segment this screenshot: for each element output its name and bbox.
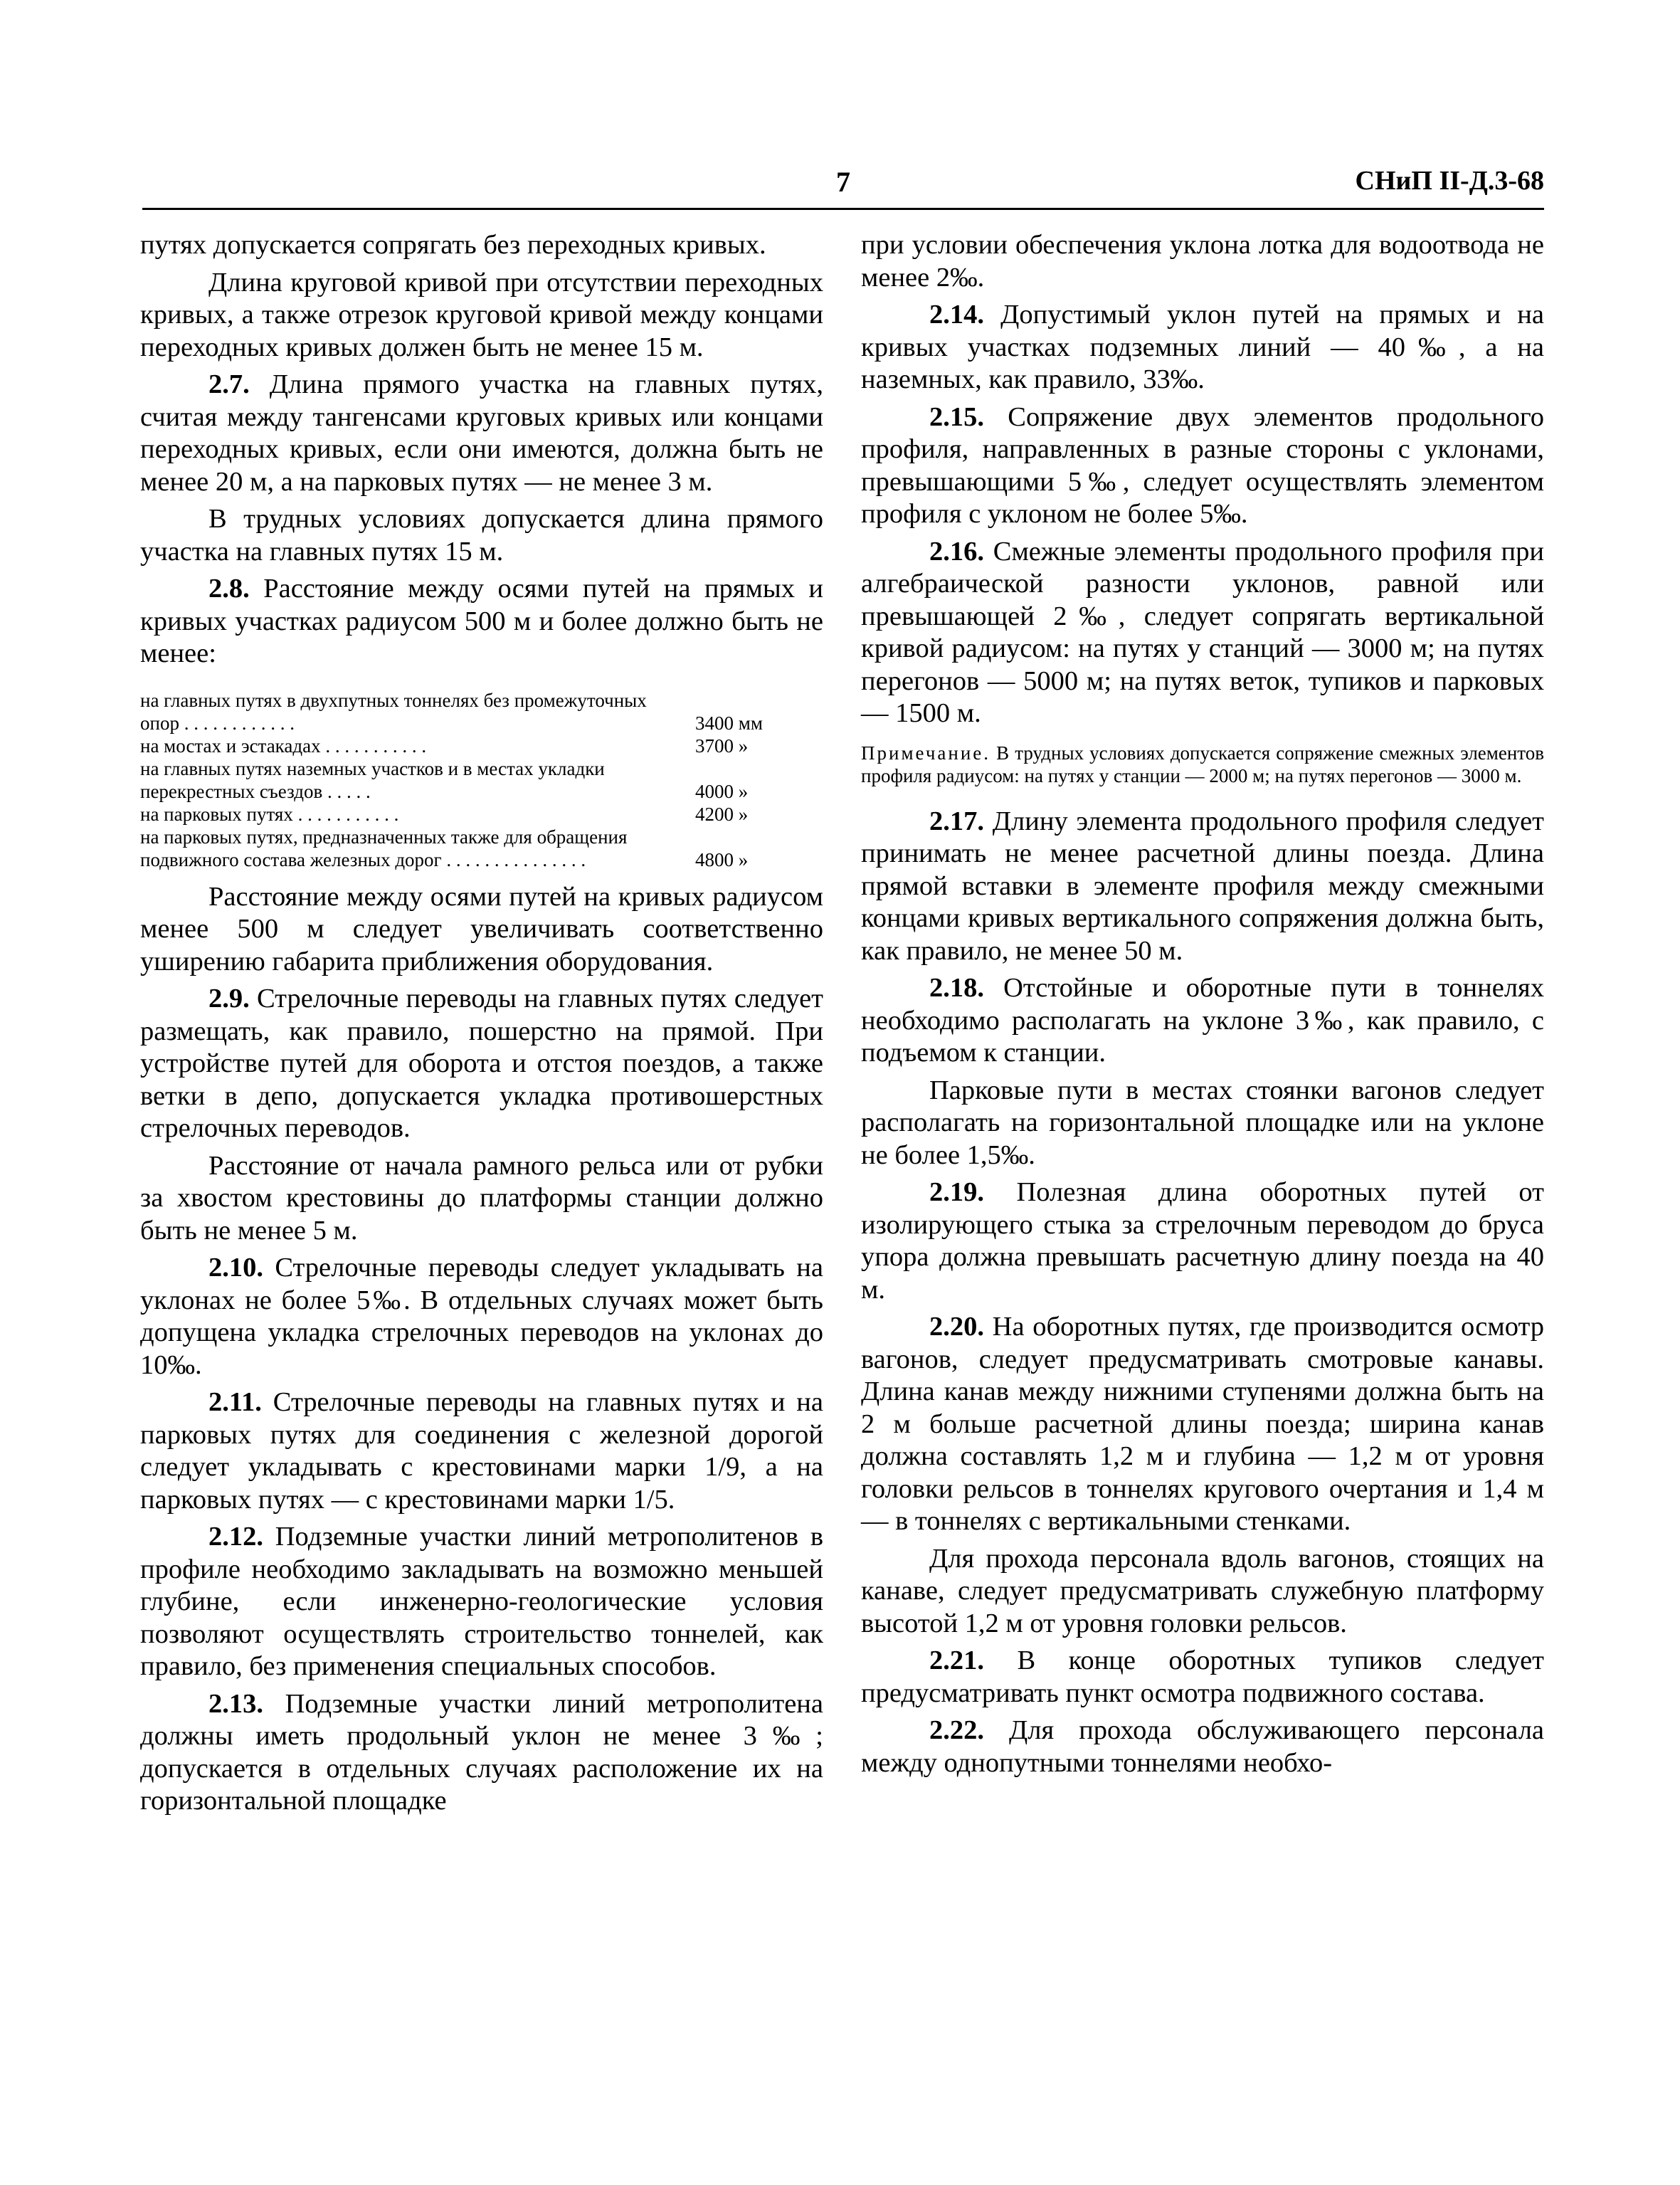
paragraph-2-13 bbox=[140, 1688, 823, 1818]
left-column bbox=[140, 229, 823, 1823]
clause-text: Длину элемента продольного профиля следует принимать не менее расчетной длины поезда. Длина прямой вставки в элементе профиля между смежными концами кривых вертикального сопряжения должна быть, как правило, не менее 50 м. bbox=[861, 806, 1545, 966]
clause-text: Расстояние между осями путей на прямых и кривых участках радиусом 500 м и более должно быть не менее: bbox=[140, 574, 823, 668]
paragraph-2-21 bbox=[861, 1645, 1544, 1710]
paragraph-2-18 bbox=[861, 972, 1544, 1070]
clause-number: 2.14. bbox=[929, 300, 984, 330]
distance-label: на парковых путях . . . . . . . . . . . bbox=[140, 803, 399, 825]
paragraph-2-11 bbox=[140, 1386, 823, 1516]
clause-number: 2.18. bbox=[929, 973, 984, 1003]
paragraph-2-19 bbox=[861, 1176, 1544, 1306]
clause-text: Для прохода обслуживающего персонала между однопутными тоннелями необхо- bbox=[861, 1715, 1545, 1778]
clause-number: 2.8. bbox=[208, 574, 250, 604]
paragraph-2-10 bbox=[140, 1252, 823, 1381]
paragraph-2-7 bbox=[140, 369, 823, 498]
clause-number: 2.17. bbox=[929, 806, 984, 836]
distance-label: на парковых путях, предназначенных также для обращения подвижного состава железных дорог . . . . . . . . . . . . . . . bbox=[140, 826, 628, 870]
right-column bbox=[861, 229, 1544, 1784]
paragraph-2-16 bbox=[861, 536, 1544, 730]
clause-number: 2.22. bbox=[929, 1715, 984, 1745]
paragraph-2-15 bbox=[861, 401, 1544, 531]
paragraph-2-12 bbox=[140, 1521, 823, 1683]
clause-text: На оборотных путях, где производится осмотр вагонов, следует предусматривать смотровые канавы. Длина канав между нижними ступенями должна быть на 2 м больше расчетной длины поезда; ширина канав должна составлять 1,2 м и глубина — 1,2 м от уровня головки рельсов в тоннелях кругового очертания и 1,4 м — в тоннелях с вертикальными стенками. bbox=[861, 1312, 1545, 1536]
paragraph: Расстояние от начала рамного рельса или от рубки за хвостом крестовины до платформы станции должно быть не менее 5 м. bbox=[140, 1150, 823, 1246]
clause-number: 2.11. bbox=[208, 1387, 262, 1417]
paragraph-2-14 bbox=[861, 299, 1544, 396]
clause-number: 2.12. bbox=[208, 1522, 263, 1552]
paragraph: Парковые пути в местах стоянки вагонов следует располагать на горизонтальной площадке или на уклоне не более 1,5‰. bbox=[861, 1075, 1544, 1170]
distance-item bbox=[140, 757, 823, 803]
paragraph-2-9 bbox=[140, 983, 823, 1145]
distance-item bbox=[140, 689, 823, 735]
clause-number: 2.16. bbox=[929, 536, 984, 567]
distance-value: 3700 » bbox=[695, 735, 749, 757]
clause-text: Сопряжение двух элементов продольного профиля, направленных в разные стороны с уклонами, превышающими 5‰, следует осуществлять элементом профиля с уклоном не более 5‰. bbox=[861, 401, 1544, 529]
distance-label: на мостах и эстакадах . . . . . . . . . . . bbox=[140, 735, 427, 757]
clause-number: 2.20. bbox=[929, 1312, 984, 1342]
page-header bbox=[142, 165, 1544, 208]
clause-number: 2.15. bbox=[929, 401, 984, 432]
distance-label: на главных путях наземных участков и в местах укладки перекрестных съездов . . . . . bbox=[140, 757, 605, 802]
clause-number: 2.21. bbox=[929, 1646, 984, 1675]
paragraph-2-20 bbox=[861, 1311, 1544, 1538]
clause-text: Стрелочные переводы следует укладывать на уклонах не более 5‰. В отдельных случаях может быть допущена укладка стрелочных переводов на уклонах до 10‰. bbox=[140, 1253, 823, 1380]
clause-number: 2.19. bbox=[929, 1177, 984, 1207]
note-title: Примечание. bbox=[861, 742, 991, 764]
paragraph: Расстояние между осями путей на кривых радиусом менее 500 м следует увеличивать соответственно уширению габарита приближения оборудования. bbox=[140, 881, 823, 976]
paragraph: путях допускается сопрягать без переходных кривых. bbox=[140, 230, 766, 260]
clause-text: Допустимый уклон путей на прямых и на кривых участках подземных линий — 40‰, а на наземных, как правило, 33‰. bbox=[861, 300, 1544, 394]
paragraph-2-17 bbox=[861, 806, 1544, 968]
clause-text: Подземные участки линий метрополитена должны иметь продольный уклон не менее 3‰; допускается в отдельных случаях расположение их на горизонтальной площадке bbox=[140, 1688, 823, 1816]
clause-text: Длина прямого участка на главных путях, считая между тангенсами круговых кривых или концами переходных кривых, если они имеются, должна быть не менее 20 м, а на парковых путях — не менее 3 м. bbox=[140, 369, 823, 497]
clause-text: Отстойные и оборотные пути в тоннелях необходимо располагать на уклоне 3‰, как правило, с подъемом к станции. bbox=[861, 973, 1545, 1068]
paragraph-2-22 bbox=[861, 1715, 1544, 1779]
distance-item bbox=[140, 735, 823, 757]
paragraph: при условии обеспечения уклона лотка для водоотвода не менее 2‰. bbox=[861, 230, 1544, 293]
clause-text: Стрелочные переводы на главных путях следует размещать, как правило, пошерстно на прямой. При устройстве путей для оборота и отстоя поездов, а также ветки в депо, допускается укладка противошерстных стрелочных переводов. bbox=[140, 984, 824, 1143]
clause-text: В конце оборотных тупиков следует предусматривать пункт осмотра подвижного состава. bbox=[861, 1646, 1544, 1708]
header-rule bbox=[142, 208, 1544, 210]
distance-item bbox=[140, 826, 823, 871]
note bbox=[861, 742, 1544, 787]
clause-text: Подземные участки линий метрополитенов в профиле необходимо закладывать на возможно меньшей глубине, если инженерно-геологические условия позволяют осуществлять строительство тоннелей, как правило, без применения специальных способов. bbox=[140, 1522, 824, 1681]
page-number: 7 bbox=[836, 166, 850, 198]
clause-text: Полезная длина оборотных путей от изолирующего стыка за стрелочным переводом до бруса упора должна превышать расчетную длину поезда на 40 м. bbox=[861, 1177, 1544, 1305]
paragraph: Для прохода персонала вдоль вагонов, стоящих на канаве, следует предусматривать служебную платформу высотой 1,2 м от уровня головки рельсов. bbox=[861, 1543, 1544, 1638]
distance-value: 4800 » bbox=[695, 848, 749, 870]
distance-item bbox=[140, 803, 823, 826]
note-text: В трудных условиях допускается сопряжение смежных элементов профиля радиусом: на путях у станции — 2000 м; на путях перегонов — 3000 м. bbox=[861, 742, 1544, 786]
paragraph: В трудных условиях допускается длина прямого участка на главных путях 15 м. bbox=[140, 504, 823, 567]
document-code: СНиП II-Д.3-68 bbox=[1355, 166, 1544, 196]
distance-label: на главных путях в двухпутных тоннелях без промежуточных опор . . . . . . . . . . . . bbox=[140, 689, 647, 734]
distance-list bbox=[140, 689, 823, 871]
clause-text: Смежные элементы продольного профиля при алгебраической разности уклонов, равной или превышающей 2‰, следует сопрягать вертикальной кривой радиусом: на путях у станций — 3000 м; на путях перегонов — 5000 м; на путях веток, тупиков и парковых — 1500 м. bbox=[861, 536, 1545, 728]
distance-value: 4000 » bbox=[695, 780, 749, 802]
clause-number: 2.13. bbox=[208, 1688, 263, 1719]
clause-number: 2.7. bbox=[208, 369, 250, 399]
clause-number: 2.10. bbox=[208, 1253, 263, 1283]
clause-number: 2.9. bbox=[208, 984, 250, 1013]
paragraph-2-8 bbox=[140, 573, 823, 670]
distance-value: 4200 » bbox=[695, 803, 749, 825]
distance-value: 3400 мм bbox=[695, 712, 763, 734]
clause-text: Стрелочные переводы на главных путях и на парковых путях для соединения с железной дорогой следует укладывать с крестовинами марки 1/9, а на парковых путях — с крестовинами марки 1/5. bbox=[140, 1387, 823, 1515]
paragraph: Длина круговой кривой при отсутствии переходных кривых, а также отрезок круговой кривой между концами переходных кривых должен быть не менее 15 м. bbox=[140, 267, 823, 362]
